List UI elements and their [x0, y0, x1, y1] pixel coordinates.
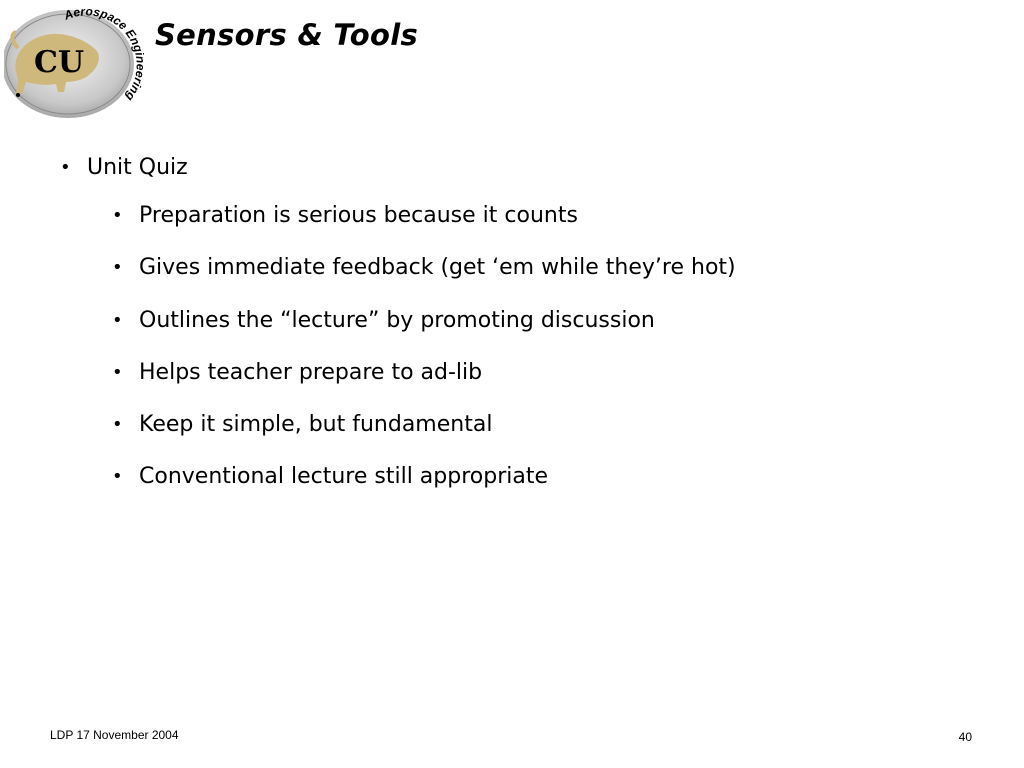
sub-bullet-text: Conventional lecture still appropriate	[139, 464, 549, 490]
sub-bullet	[112, 305, 736, 357]
bullet-glyph: •	[112, 205, 123, 226]
main-bullet	[60, 152, 188, 184]
slide-title: Sensors & Tools	[155, 18, 419, 52]
cu-aerospace-logo	[4, 2, 144, 120]
sub-bullet	[112, 461, 736, 513]
page-number: 40	[958, 730, 972, 744]
sub-bullet	[112, 200, 736, 252]
sub-bullet-text: Outlines the “lecture” by promoting discussion	[139, 307, 655, 333]
sub-bullet-text: Preparation is serious because it counts	[139, 203, 578, 228]
bullet-glyph: •	[112, 466, 123, 488]
sub-bullet	[112, 409, 736, 461]
sub-bullet	[112, 252, 736, 304]
sub-bullet-text: Keep it simple, but fundamental	[139, 412, 493, 438]
cu-letters: CU	[34, 45, 85, 80]
cu-buffalo-logo-icon	[4, 2, 144, 120]
footer-date: LDP 17 November 2004	[50, 728, 179, 742]
bullet-glyph: •	[112, 414, 123, 436]
sub-bullet	[112, 357, 736, 409]
logo-text: Aerospace En ing	[62, 4, 144, 104]
main-bullet-text: Unit Quiz	[87, 155, 188, 180]
bullet-glyph: •	[112, 361, 123, 383]
bullet-glyph: •	[112, 257, 123, 279]
sub-bullet-text: Helps teacher prepare to ad-lib	[139, 359, 483, 385]
sub-bullet-list	[112, 200, 736, 514]
bullet-glyph: •	[60, 157, 71, 178]
bullet-glyph: •	[112, 309, 123, 331]
sub-bullet-text: Gives immediate feedback (get ‘em while they’re hot)	[139, 255, 736, 281]
